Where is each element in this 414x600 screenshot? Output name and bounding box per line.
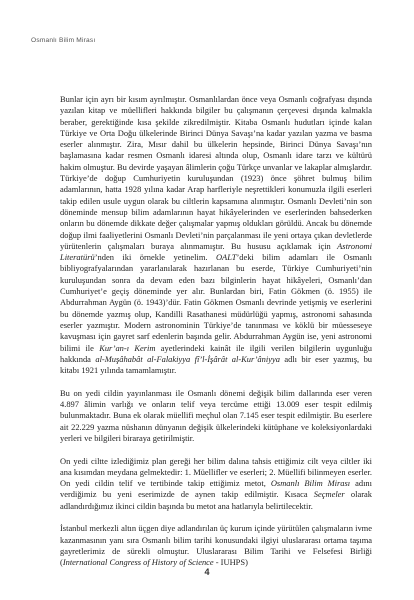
page-number: 4 [204, 567, 210, 577]
paragraph [60, 456, 372, 512]
italic-run: Astronomi Literatürü [60, 240, 372, 263]
text-run: adlı bir eser yazmış, bu kitabı 1921 yılında tamamlamıştır. [60, 353, 373, 376]
italic-run: International Congress of History of Science [62, 557, 214, 568]
italic-run: Osmanlı Bilim Mirası [270, 478, 351, 489]
text-run: ayetlerindeki kainât ile ilgili verilen bilgilerin uygunluğu hakkında [60, 342, 372, 364]
paragraph [60, 94, 372, 376]
italic-run: al-Muşâhabât al-Falakiyya fî’l-İşârât al-Kur’âniyya [95, 353, 280, 364]
text-run: ’deki bilim adamları ile Osmanlı bibliyografyalarından yararlanılarak hazırlanan bu eserde, Türkiye Cumhuriyeti’nin kuruluşundan sonra da devam eden bazı bilginlerin hayat hikâyeleri, Osmanlı’dan Cumhuriyet’e geçiş döneminde yer alır. Bunlardan biri, Fatin Gökmen (ö. 1955) ile Abdurrahman Aygün (ö. 1943)’dür. Fatin Gökmen Osmanlı devrinde yetişmiş ve eserlerini bu dönemde yazmış olup, Kandilli Rasathanesi müdürlüğü yapmış, astronomi sahasında eserler yazmıştır. Modern astronominin Türkiye’de tanınması ve köklü bir müesseseye kavuşması için gayret sarf edenlerin başında gelir. Abdurrahman Aygün ise, yeni astronomi bilimi ile [60, 252, 372, 353]
text-run: ’nden iki örnekle yetinelim. [94, 252, 216, 263]
text-run: adını verdiğimiz bu yeni eserimizde de aynen takip edilmiştir. Kısaca [60, 478, 372, 500]
text-run: - IUHPS) [213, 557, 248, 568]
paragraph [60, 388, 372, 444]
text-run: olarak adlandırdığımız ikinci cildin başında bu metot ana hatlarıyla belirtilecektir. [60, 489, 372, 511]
body-text [60, 94, 372, 568]
italic-run: Seçmeler [313, 489, 345, 500]
text-run: Bu on yedi cildin yayınlanması ile Osmanlı dönemi değişik bilim dallarında eser veren 4.897 âlimin varlığı ve onların telif veya tercüme ettiği 13.009 eser tespit edilmiş bulunmaktadır. Buna ek olarak müellifi meçhul olan 7.145 eser tespit edilmiştir. Bu eserlere ait 22.229 yazma nüshanın dünyanın değişik ülkelerindeki kütüphane ve koleksiyonlardaki yerleri ve bilgileri biraraya getirilmiştir. [60, 387, 372, 443]
text-run: Bunlar için ayrı bir kısım ayrılmıştır. Osmanlılardan önce veya Osmanlı coğrafyası dışında yazılan kitap ve müellifleri hakkında bilgiler bu çalışmanın çerçevesi dışında kalmakla beraber, gerektiğinde kısa şekilde zikredilmiştir. Kitaba Osmanlı hudutları içinde kalan Türkiye ve Orta Doğu ülkelerinde Birinci Dünya Savaşı’na kadar yazılan yazma ve basma eserler alınmıştır. Zira, Mısır dahil bu ülkelerin hepsinde, Birinci Dünya Savaşı’nın başlamasına kadar resmen Osmanlı idaresi altında olup, Osmanlı idare tarzı ve kültürü hakim olmuştur. Bu devirde yaşayan âlimlerin çoğu Türkçe unvanlar ve lakaplar almışlardır. Türkiye’de doğup Cumhuriyetin kuruluşundan (1923) önce şöhret bulmuş bilim adamlarının, hatta 1928 yılına kadar Arap harfleriyle neşrettikleri konumuzla ilgili eserleri takip edilen usule uygun olarak bu ciltlerin kapsamına alınmıştır. Osmanlı Devleti’nin son döneminde mensup bilim adamlarının hayat hikâyelerinden ve eserlerinden bahsederken onların bu dönemde dikkate değer çalışmalar yapmış oldukları görüldü. Ancak bu dönemde doğup ilmi faaliyetlerini Osmanlı Devleti’nin parçalanması ile yeni ortaya çıkan devletlerde yürütenlerin çalışmaları buraya alınmamıştır. Bu hususu açıklamak için [60, 94, 372, 251]
italic-run: OALT [215, 252, 237, 263]
italic-run: Kur’an-ı Kerim [99, 342, 156, 353]
running-title: Osmanlı Bilim Mirası [31, 37, 96, 44]
text-run: İstanbul merkezli altın üçgen diye adlandırılan üç kurum içinde yürütülen çalışmaların ivme kazanmasının yanı sıra Osmanlı bilim tarihi konusundaki ilgiyi uluslararası ortama taşıma gayretlerimiz de sürekli olmuştur. Uluslararası Bilim Tarihi ve Felsefesi Birliği ( [60, 523, 372, 568]
paragraph [60, 523, 372, 568]
text-run: On yedi ciltte izlediğimiz plan gereği her bilim dalına tahsis ettiğimiz cilt veya ciltler iki ana kısımdan meydana gelmektedir: 1. Müellifler ve eserleri; 2. Müellifi bilinmeyen eserler. On yedi cildin telif ve tertibinde takip ettiğimiz metot, [60, 455, 372, 489]
